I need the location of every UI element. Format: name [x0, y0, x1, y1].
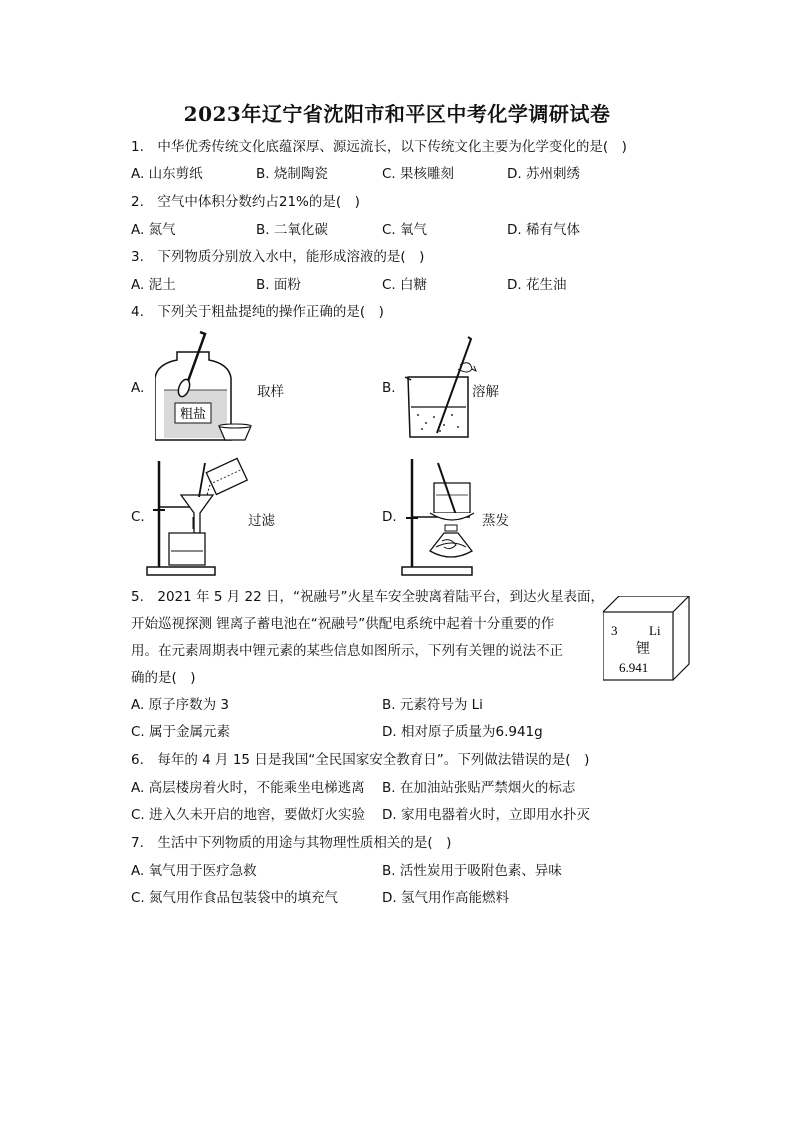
question-5-line-3: 用。在元素周期表中锂元素的某些信息如图所示，下列有关锂的说法不正	[131, 643, 563, 659]
question-5-line-2: 开始巡视探测 锂离子蓄电池在“祝融号”供配电系统中起着十分重要的作	[131, 616, 555, 632]
q3-option-d: D. 花生油	[507, 277, 567, 293]
q6-option-b: B. 在加油站张贴严禁烟火的标志	[382, 780, 576, 796]
q6-option-c: C. 进入久未开启的地窖，要做灯火实验	[131, 807, 366, 823]
question-2-stem: 2. 空气中体积分数约占21%的是( )	[131, 194, 360, 210]
sampling-jar-figure	[155, 330, 265, 445]
q1-option-c: C. 果核雕刻	[382, 166, 455, 182]
q1-option-a: A. 山东剪纸	[131, 166, 203, 182]
question-7-stem: 7. 生活中下列物质的用途与其物理性质相关的是( )	[131, 835, 452, 851]
dissolving-beaker-figure	[400, 335, 480, 445]
question-1-stem: 1. 中华优秀传统文化底蕴深厚、源远流长，以下传统文化主要为化学变化的是( )	[131, 139, 627, 155]
q2-option-c: C. 氧气	[382, 222, 428, 238]
q5-option-d: D. 相对原子质量为6.941g	[382, 724, 543, 740]
element-atomic-mass: 6.941	[619, 660, 649, 675]
q3-option-b: B. 面粉	[256, 277, 301, 293]
lithium-element-cell	[603, 596, 691, 682]
q4-option-b-letter: B.	[382, 380, 396, 396]
q2-option-b: B. 二氧化碳	[256, 222, 328, 238]
q2-option-d: D. 稀有气体	[507, 222, 580, 238]
q1-option-d: D. 苏州刺绣	[507, 166, 580, 182]
page-title: 2023年辽宁省沈阳市和平区中考化学调研试卷	[183, 102, 611, 126]
element-name: 锂	[636, 642, 650, 657]
question-5-line-1: 5. 2021 年 5 月 22 日，“祝融号”火星车安全驶离着陆平台，到达火星表面，	[131, 589, 604, 605]
q3-option-a: A. 泥土	[131, 277, 176, 293]
q1-option-b: B. 烧制陶瓷	[256, 166, 328, 182]
question-4-stem: 4. 下列关于粗盐提纯的操作正确的是( )	[131, 304, 384, 320]
q4-option-a-letter: A.	[131, 380, 145, 396]
q4-option-a-caption: 取样	[257, 384, 284, 400]
q4-option-c-letter: C.	[131, 509, 145, 525]
q7-option-a: A. 氧气用于医疗急救	[131, 863, 257, 879]
q3-option-c: C. 白糖	[382, 277, 428, 293]
question-3-stem: 3. 下列物质分别放入水中，能形成溶液的是( )	[131, 249, 425, 265]
q7-option-b: B. 活性炭用于吸附色素、异味	[382, 863, 562, 879]
element-atomic-number: 3	[611, 623, 618, 638]
q4-option-c-caption: 过滤	[248, 513, 275, 529]
q7-option-d: D. 氢气用作高能燃料	[382, 890, 509, 906]
question-6-stem: 6. 每年的 4 月 15 日是我国“全民国家安全教育日”。下列做法错误的是( )	[131, 752, 590, 768]
filtration-apparatus-figure	[145, 455, 255, 580]
q4-option-b-caption: 溶解	[472, 384, 499, 400]
q5-option-a: A. 原子序数为 3	[131, 697, 229, 713]
element-symbol: Li	[649, 623, 661, 638]
q4-option-d-letter: D.	[382, 509, 397, 525]
q2-option-a: A. 氮气	[131, 222, 176, 238]
evaporation-apparatus-figure	[400, 455, 485, 580]
q6-option-d: D. 家用电器着火时，立即用水扑灭	[382, 807, 590, 823]
question-5-line-4: 确的是( )	[131, 670, 196, 686]
q7-option-c: C. 氮气用作食品包装袋中的填充气	[131, 890, 339, 906]
q5-option-c: C. 属于金属元素	[131, 724, 231, 740]
q4-option-d-caption: 蒸发	[482, 513, 509, 529]
q6-option-a: A. 高层楼房着火时，不能乘坐电梯逃离	[131, 780, 365, 796]
q5-option-b: B. 元素符号为 Li	[382, 697, 483, 713]
jar-label: 粗盐	[179, 407, 207, 422]
